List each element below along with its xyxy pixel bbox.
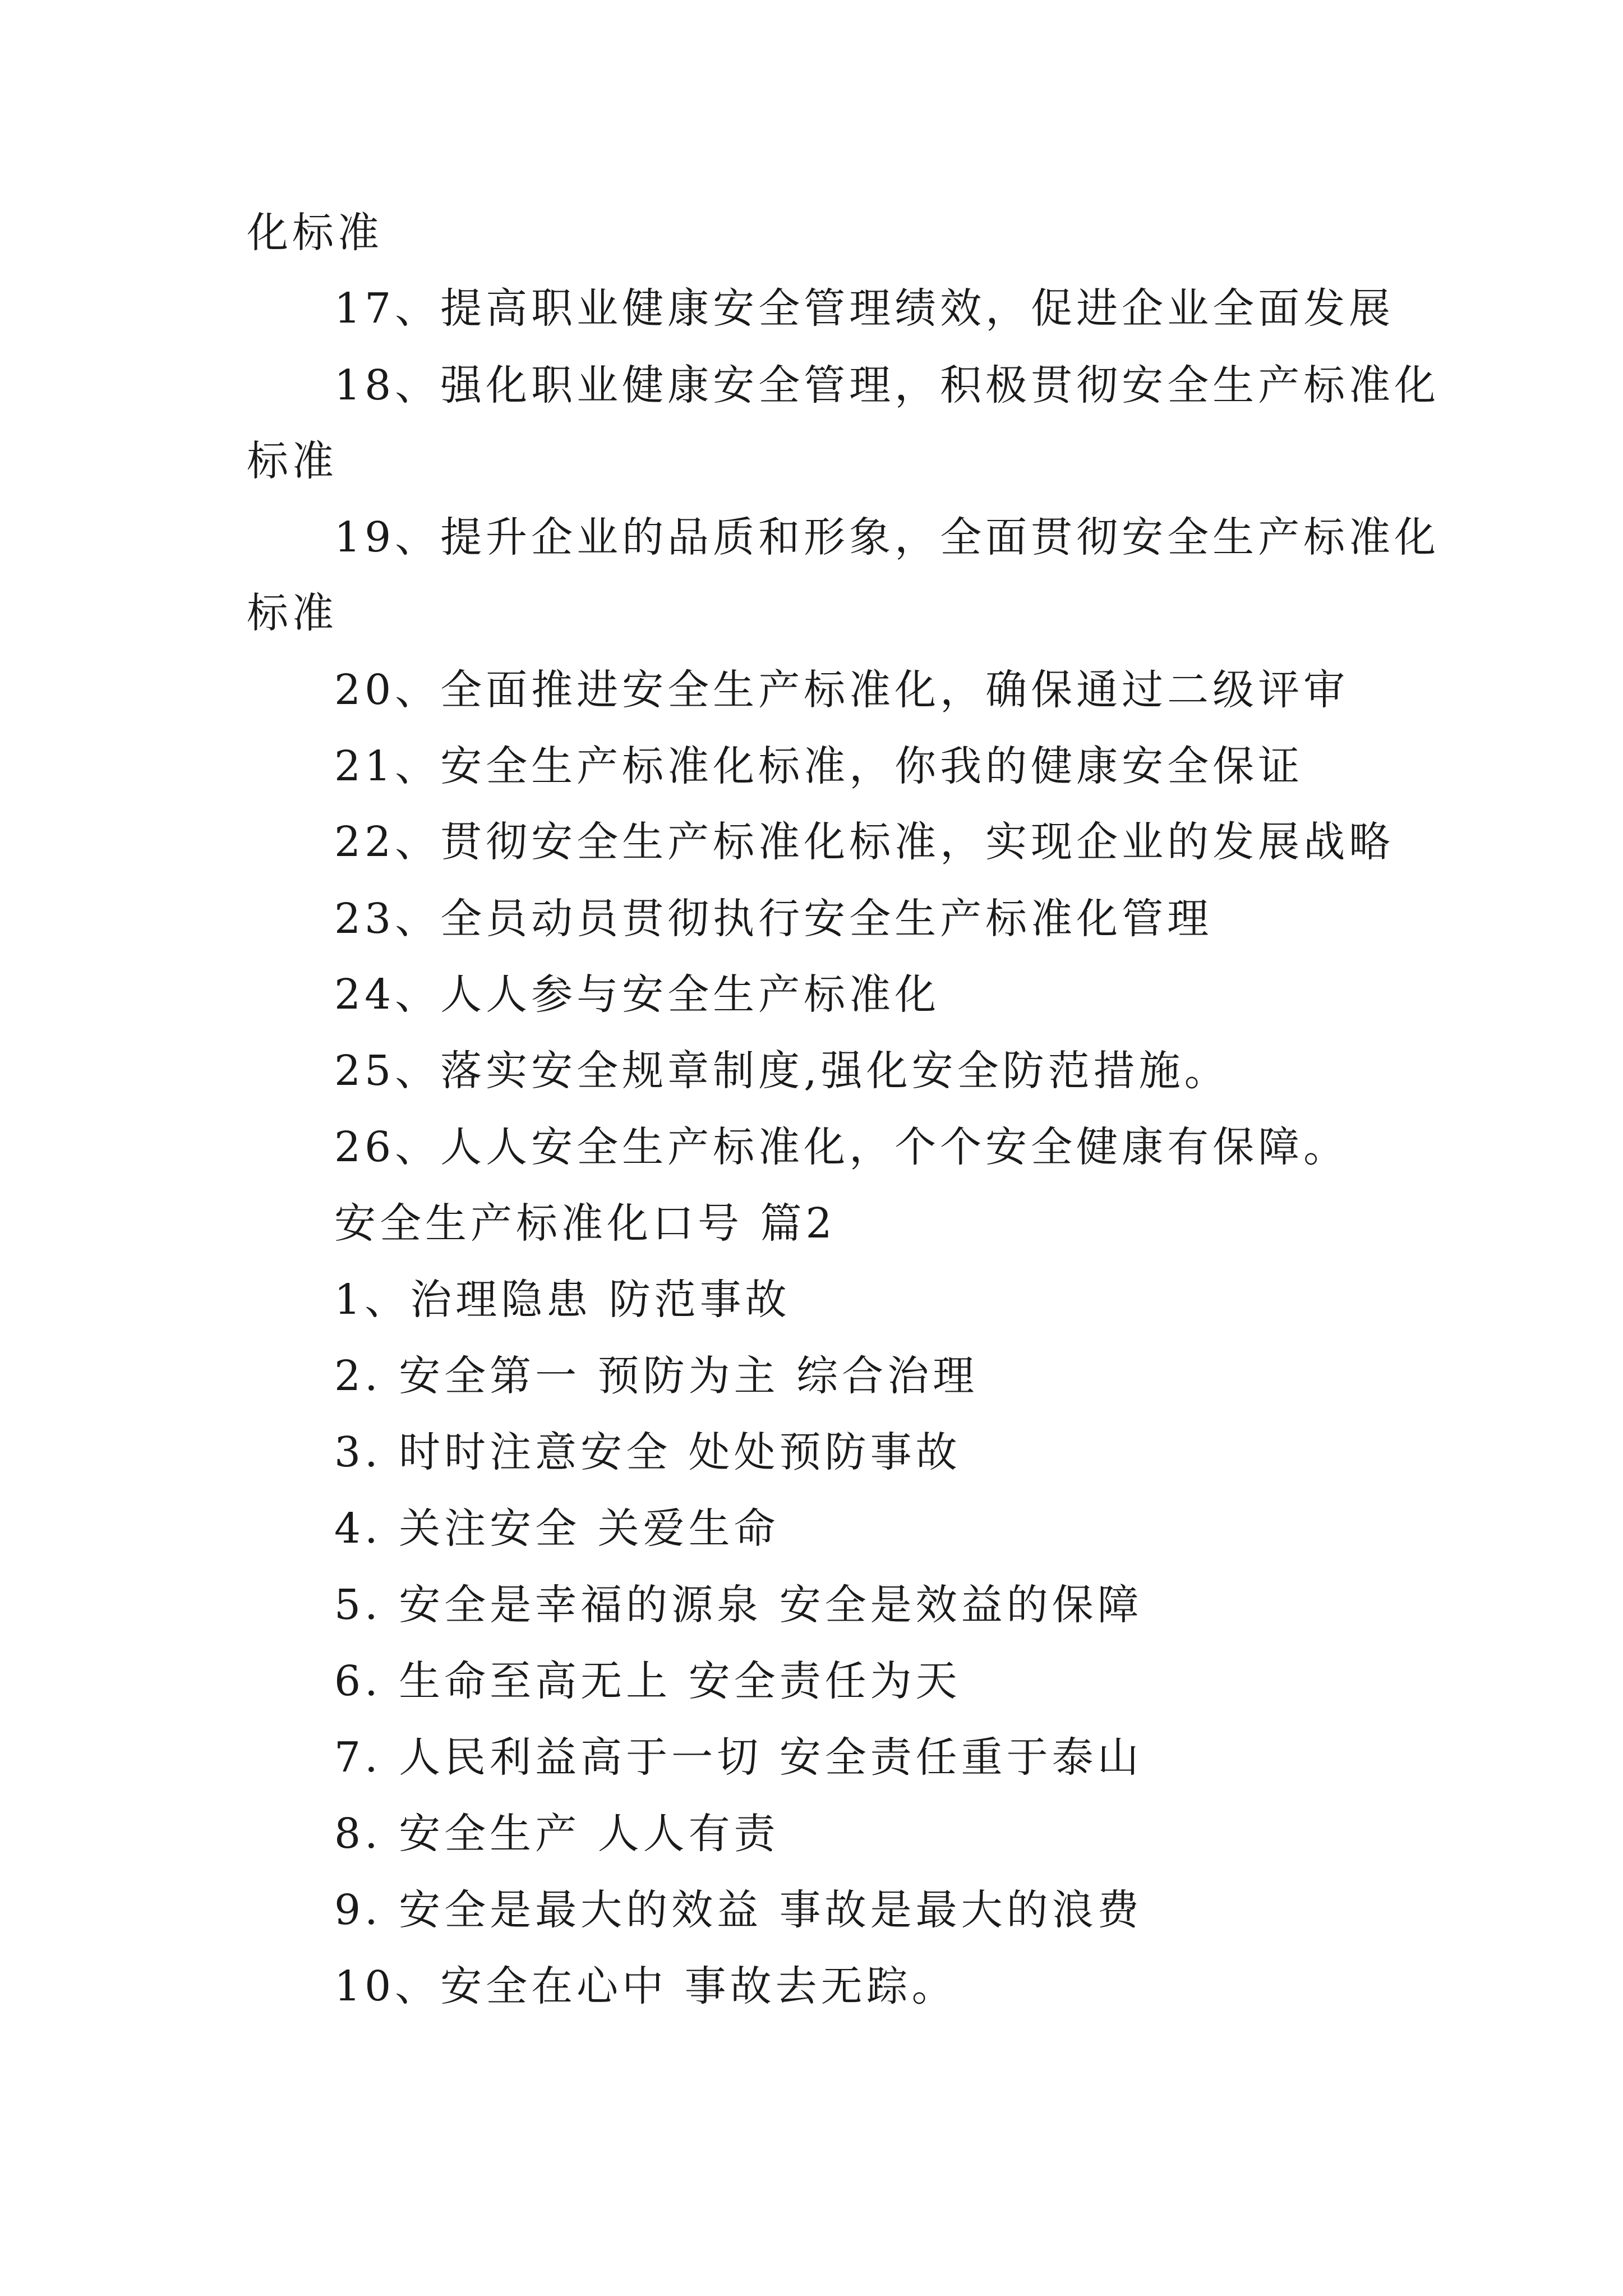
slogan-22: 22、贯彻安全生产标准化标准，实现企业的发展战略 [334,818,1395,866]
slogan-2-8: 8. 安全生产 人人有责 [334,1810,780,1858]
slogan-2-5: 5. 安全是幸福的源泉 安全是效益的保障 [334,1581,1143,1629]
slogan-24: 24、人人参与安全生产标准化 [334,970,940,1019]
slogan-2-1: 1、治理隐患 防范事故 [334,1276,791,1324]
text-line-continuation-16: 化标准 [247,209,383,257]
slogan-2-3: 3. 时时注意安全 处处预防事故 [334,1428,961,1476]
slogan-17: 17、提高职业健康安全管理绩效，促进企业全面发展 [334,284,1395,333]
slogan-19: 19、提升企业的品质和形象，全面贯彻安全生产标准化 [334,513,1440,562]
text-line-continuation-19: 标准 [247,589,338,637]
slogan-25: 25、落实安全规章制度,强化安全防范措施。 [334,1047,1230,1095]
slogan-2-4: 4. 关注安全 关爱生命 [334,1504,780,1553]
slogan-23: 23、全员动员贯彻执行安全生产标准化管理 [334,895,1213,943]
slogan-2-10: 10、安全在心中 事故去无踪。 [334,1962,957,2010]
slogan-2-7: 7. 人民利益高于一切 安全责任重于泰山 [334,1733,1143,1782]
text-line-continuation-18: 标准 [247,437,338,485]
slogan-26: 26、人人安全生产标准化，个个安全健康有保障。 [334,1123,1349,1171]
section-heading: 安全生产标准化口号 篇2 [334,1199,836,1248]
slogan-2-9: 9. 安全是最大的效益 事故是最大的浪费 [334,1886,1143,1934]
slogan-2-2: 2. 安全第一 预防为主 综合治理 [334,1352,979,1400]
slogan-20: 20、全面推进安全生产标准化，确保通过二级评审 [334,666,1349,714]
slogan-21: 21、安全生产标准化标准，你我的健康安全保证 [334,742,1304,790]
slogan-2-6: 6. 生命至高无上 安全责任为天 [334,1657,961,1705]
slogan-18: 18、强化职业健康安全管理，积极贯彻安全生产标准化 [334,361,1440,409]
